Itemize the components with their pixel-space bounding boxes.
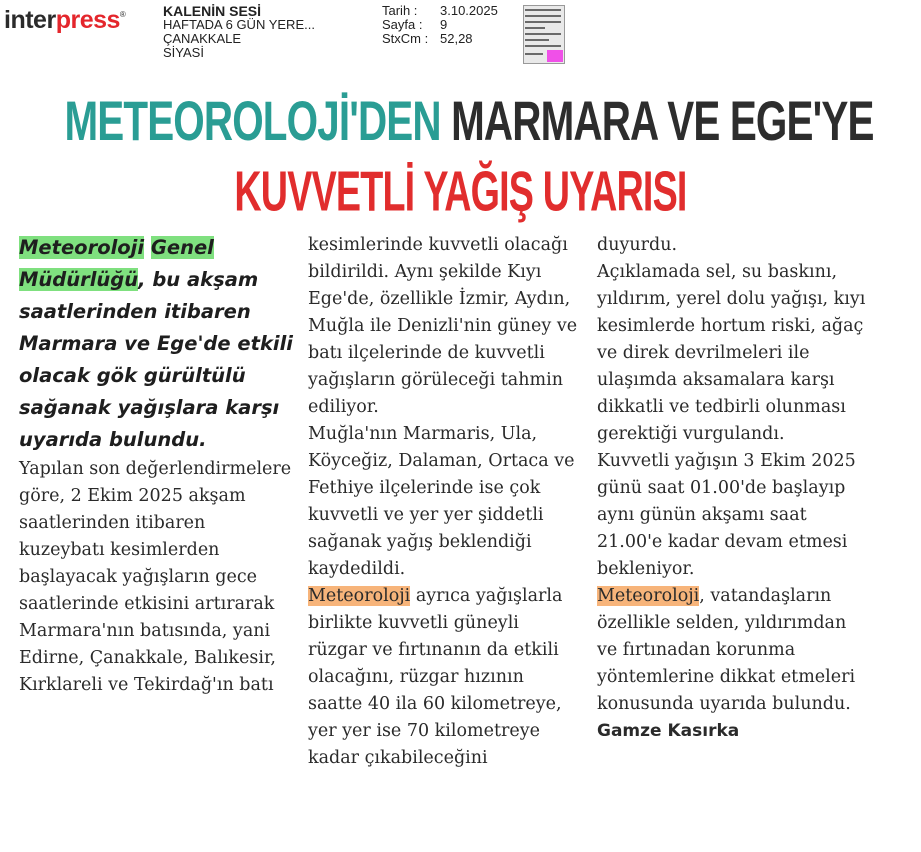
paper-frequency: HAFTADA 6 GÜN YERE... [163,17,315,32]
headline-rest: MARMARA VE EGE'YE [440,89,874,152]
headline-line-1 [64,88,874,153]
stxcm-label: StxCm : [382,31,429,46]
page-thumbnail[interactable] [523,5,565,64]
clip-position-marker [547,50,563,62]
paragraph-1-continued: kesimlerinde kuvvetli olacağı bildirildi. Aynı şekilde Kıyı Ege'de, özellikle İzmir, Aydın, Muğla ile Denizli'nin güney ve batı ilçelerinde de kuvvetli yağışların görüleceği tahmin ediliyor. [308,235,578,417]
source-info [163,4,315,60]
paragraph-2: Muğla'nın Marmaris, Ula, Köyceğiz, Dalaman, Ortaca ve Fethiye ilçelerinde ise çok kuvvetli ve yer yer şiddetli sağanak yağış beklendiği kaydedildi. [308,424,575,579]
clip-stats [382,4,498,46]
author-name: Gamze Kasırka [597,721,740,741]
paragraph-3 [308,583,583,772]
interpress-logo [4,6,125,35]
date-label: Tarih : [382,3,418,18]
paragraph-1: Yapılan son değerlendirmelere göre, 2 Ekim 2025 akşam saatlerinden itibaren kuzeybatı kesimlerden başlayacak yağışların gece saatlerinde etkisini artırarak Marmara'nın batısında, yani Edirne, Çanakkale, Balıkesir, Kırklareli ve Tekirdağ'ın batı [19,459,292,695]
paragraph-5: Kuvvetli yağışın 3 Ekim 2025 günü saat 01.00'de başlayıp aynı günün akşamı saat 21.00'e kadar devam etmesi bekleniyor. [597,451,856,579]
headline-suffix: 'DEN [349,89,441,152]
paragraph-3-continued: duyurdu. [597,235,678,255]
headline-highlight: METEOROLOJİ [64,89,350,152]
paragraph-6-text: , vatandaşların özellikle selden, yıldırımdan ve fırtınadan korunma yöntemlerine dikkat etmeleri konusunda uyarıda bulundu. [597,586,856,714]
date-value: 3.10.2025 [440,3,498,18]
paragraph-3-highlight: Meteoroloji [308,586,411,606]
paper-name: KALENİN SESİ [163,3,262,19]
stxcm-value: 52,28 [440,31,473,46]
paragraph-4: Açıklamada sel, su baskını, yıldırım, yerel dolu yağışı, kıyı kesimlerde hortum riski, ağaç ve direk devrilmeleri ile ulaşımda aksamalara karşı dikkatli ve tedbirli olunması gerektiği vurgulandı. [597,262,866,444]
lead-highlight-1: Meteoroloji [19,236,145,259]
page-value: 9 [440,17,448,32]
paragraph-6-highlight: Meteoroloji [597,586,700,606]
lead-highlight-3: Müdürlüğü [19,268,139,291]
lead-highlight-2: Genel [150,236,214,259]
logo-accent: press [55,6,120,34]
logo-main: inter [4,6,56,34]
registered-mark: ® [119,10,126,19]
paragraph-6 [597,583,872,718]
paper-section: SİYASİ [163,45,204,60]
article-lead [19,232,294,456]
headline-line-2: KUVVETLİ YAĞIŞ UYARISI [234,159,687,223]
page-label: Sayfa : [382,17,423,32]
article-column-1 [19,232,294,699]
lead-text: , bu akşam saatlerinden itibaren Marmara ve Ege'de etkili olacak gök gürültülü sağanak yağışlara karşı uyarıda bulundu. [19,268,293,451]
paper-city: ÇANAKKALE [163,31,242,46]
paragraph-3-text: ayrıca yağışlarla birlikte kuvvetli güneyli rüzgar ve fırtınanın da etkili olacağını, rüzgar hızının saatte 40 ila 60 kilometreye, yer yer ise 70 kilometreye kadar çıkabileceğini [308,586,563,768]
article-column-3 [597,232,872,745]
article-column-2 [308,232,583,772]
